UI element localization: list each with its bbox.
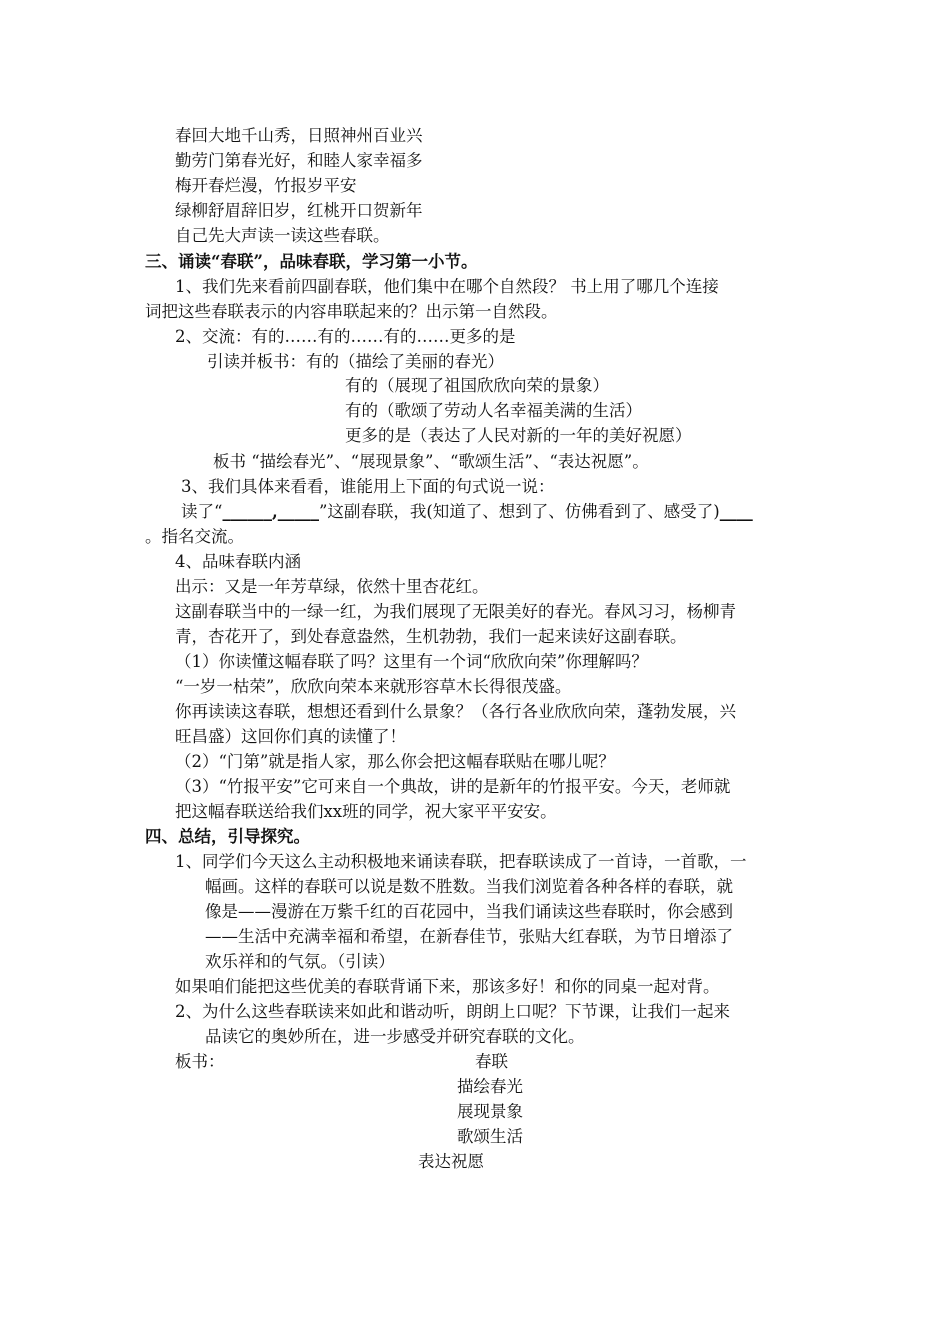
s3-item2: 2、交流：有的……有的……有的……更多的是 bbox=[175, 327, 516, 346]
desc-line: 青，杏花开了，到处春意盎然，生机勃勃，我们一起来读好这副春联。 bbox=[175, 627, 687, 646]
s4-paragraph-line: 欢乐祥和的气氛。（引读） bbox=[205, 952, 395, 971]
s4-paragraph-line: 幅画。这样的春联可以说是数不胜数。当我们浏览着各种各样的春联，就 bbox=[205, 877, 733, 896]
pattern-blank: ______ bbox=[222, 502, 272, 521]
board-item: 歌颂生活 bbox=[457, 1127, 523, 1146]
pattern-prefix: 读了“ bbox=[181, 502, 223, 521]
board-line: 更多的是（表达了人民对新的一年的美好祝愿） bbox=[345, 426, 692, 445]
pattern-blank: _____ bbox=[277, 502, 319, 521]
s3-item4: 4、品味春联内涵 bbox=[175, 552, 301, 571]
pattern-continuation: 。指名交流。 bbox=[145, 527, 244, 546]
board-item: 展现景象 bbox=[457, 1102, 523, 1121]
s4-paragraph-line: 像是——漫游在万紫千红的百花园中，当我们诵读这些春联时，你会感到 bbox=[205, 902, 733, 921]
couplet-line: 春回大地千山秀，日照神州百业兴 bbox=[175, 126, 423, 145]
board-intro: 引读并板书：有的（描绘了美丽的春光） bbox=[207, 352, 504, 371]
couplet-line: 勤劳门第春光好，和睦人家幸福多 bbox=[175, 151, 423, 170]
s4-paragraph-line: 2、为什么这些春联读来如此和谐动听，朗朗上口呢？下节课，让我们一起来 bbox=[175, 1002, 730, 1021]
board-item: 描绘春光 bbox=[457, 1077, 523, 1096]
section-3-heading: 三、诵读“春联”，品味春联，学习第一小节。 bbox=[145, 252, 478, 271]
section-4-heading: 四、总结，引导探究。 bbox=[145, 827, 310, 846]
s3-item1-line: 词把这些春联表示的内容串联起来的？出示第一自然段。 bbox=[145, 302, 558, 321]
board-label: 板书： bbox=[175, 1052, 225, 1071]
s4-paragraph-line: ——生活中充满幸福和希望，在新春佳节，张贴大红春联，为节日增添了 bbox=[205, 927, 733, 946]
pattern-suffix: ”这副春联，我(知道了、想到了、仿佛看到了、感受了) bbox=[318, 502, 720, 521]
couplet-line: 梅开春烂漫，竹报岁平安 bbox=[175, 176, 357, 195]
s4-paragraph-line: 品读它的奥妙所在，进一步感受并研究春联的文化。 bbox=[205, 1027, 585, 1046]
couplet-line: 绿柳舒眉辞旧岁，红桃开口贺新年 bbox=[175, 201, 423, 220]
show-couplet: 出示：又是一年芳草绿，依然十里杏花红。 bbox=[175, 577, 489, 596]
s4-paragraph-line: 1、同学们今天这么主动积极地来诵读春联，把春联读成了一首诗，一首歌，一 bbox=[175, 852, 747, 871]
pattern-blank: ____ bbox=[719, 502, 753, 521]
question-3: 把这幅春联送给我们xx班的同学，祝大家平平安安。 bbox=[175, 802, 557, 821]
board-item: 表达祝愿 bbox=[418, 1152, 484, 1171]
pattern-comma: , bbox=[271, 502, 278, 521]
read-aloud-line: 自己先大声读一读这些春联。 bbox=[175, 226, 390, 245]
sentence-pattern bbox=[181, 500, 753, 524]
desc-line: 这副春联当中的一绿一红，为我们展现了无限美好的春光。春风习习，杨柳青 bbox=[175, 602, 736, 621]
question-3: （3）“竹报平安”它可来自一个典故，讲的是新年的竹报平安。今天，老师就 bbox=[175, 777, 731, 796]
board-line: 有的（展现了祖国欣欣向荣的景象） bbox=[345, 376, 609, 395]
s3-item1-line: 1、我们先来看前四副春联，他们集中在哪个自然段？ 书上用了哪几个连接 bbox=[175, 277, 719, 296]
question-1-follow: 旺昌盛）这回你们真的读懂了！ bbox=[175, 727, 406, 746]
question-1-note: “一岁一枯荣”，欣欣向荣本来就形容草木长得很茂盛。 bbox=[175, 677, 572, 696]
question-2: （2）“门第”就是指人家，那么你会把这幅春联贴在哪儿呢？ bbox=[175, 752, 615, 771]
question-1: （1）你读懂这幅春联了吗？这里有一个词“欣欣向荣”你理解吗？ bbox=[175, 652, 648, 671]
board-line: 有的（歌颂了劳动人名幸福美满的生活） bbox=[345, 401, 642, 420]
board-title: 春联 bbox=[475, 1052, 508, 1071]
s4-follow-line: 如果咱们能把这些优美的春联背诵下来，那该多好！和你的同桌一起对背。 bbox=[175, 977, 720, 996]
question-1-follow: 你再读读这春联，想想还看到什么景象？（各行各业欣欣向荣，蓬勃发展，兴 bbox=[175, 702, 736, 721]
board-summary: 板书 “描绘春光”、“展现景象”、“歌颂生活”、“表达祝愿”。 bbox=[213, 452, 649, 471]
s3-item3: 3、我们具体来看看，谁能用上下面的句式说一说： bbox=[181, 477, 555, 496]
